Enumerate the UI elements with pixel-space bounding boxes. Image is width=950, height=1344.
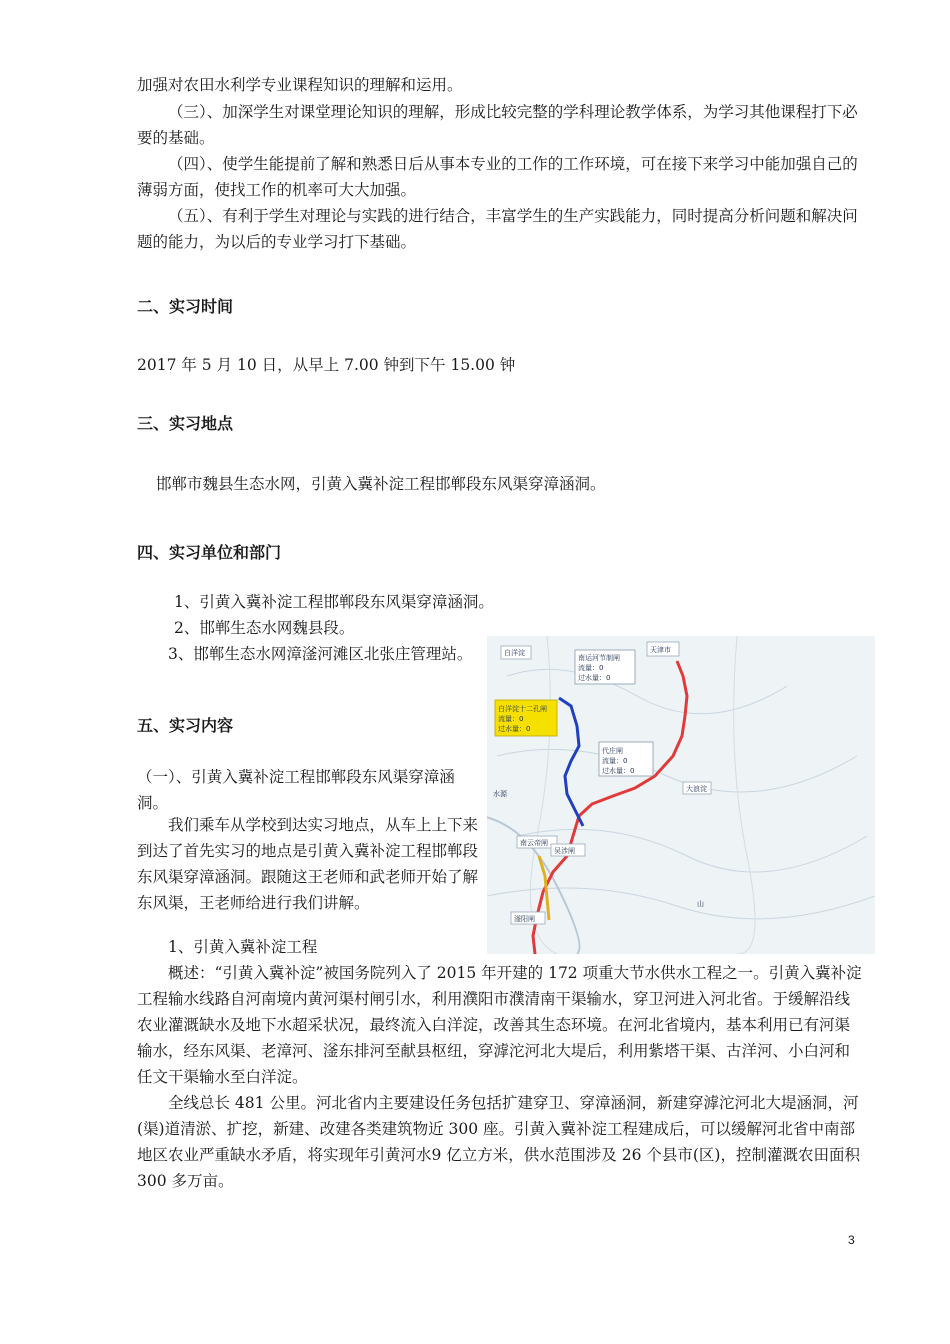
content-item-1: 1、引黄入冀补淀工程 bbox=[168, 938, 318, 956]
section-heading-units: 四、实习单位和部门 bbox=[137, 543, 282, 562]
map-label-tianjin: 天津市 bbox=[650, 646, 671, 654]
map-label-top-box-title: 南运河节制闸 bbox=[578, 654, 620, 662]
paragraph-3: （三）、加深学生对课堂理论知识的理解，形成比较完整的学科理论教学体系，为学习其他课程打下必要的基础。 bbox=[137, 103, 858, 147]
map-label-dalangdian: 大浪淀 bbox=[686, 785, 707, 793]
map-label-baiyangdian: 白洋淀 bbox=[504, 649, 525, 657]
map-label-nanyun: 南云帝闸 bbox=[520, 839, 548, 847]
section-location-body: 邯郸市魏县生态水网，引黄入冀补淀工程邯郸段东风渠穿漳涵洞。 bbox=[156, 475, 606, 493]
unit-item-2: 2、邯郸生态水网魏县段。 bbox=[174, 619, 355, 637]
map-label-shui: 水源 bbox=[493, 790, 507, 798]
route-map-image bbox=[487, 636, 875, 954]
map-label-top-box-l2: 过水量：0 bbox=[578, 674, 611, 682]
page-number: 3 bbox=[848, 1233, 855, 1247]
map-label-zhidian-l1: 流量：0 bbox=[498, 715, 524, 723]
map-label-shahe: 吴涉闸 bbox=[554, 847, 575, 855]
unit-item-1: 1、引黄入冀补淀工程邯郸段东风渠穿漳涵洞。 bbox=[174, 593, 494, 611]
section-heading-time: 二、实习时间 bbox=[137, 297, 234, 316]
route-map-svg bbox=[487, 636, 875, 954]
paragraph-5: （五）、有利于学生对理论与实践的进行结合，丰富学生的生产实践能力，同时提高分析问题和解决问题的能力，为以后的专业学习打下基础。 bbox=[137, 207, 858, 251]
unit-item-3: 3、邯郸生态水网漳滏河滩区北张庄管理站。 bbox=[168, 645, 473, 663]
map-label-mid-box-l2: 过水量：0 bbox=[602, 767, 635, 775]
map-label-mid-box-title: 代庄闸 bbox=[602, 747, 623, 755]
section-time-body: 2017 年 5 月 10 日，从早上 7.00 钟到下午 15.00 钟 bbox=[137, 356, 516, 374]
map-label-gate: 滏阳闸 bbox=[514, 915, 535, 923]
content-subheading-1: （一）、引黄入冀补淀工程邯郸段东风渠穿漳涵洞。 bbox=[137, 768, 455, 812]
map-label-zhidian-title: 白洋淀十二孔闸 bbox=[498, 705, 547, 713]
section-heading-location: 三、实习地点 bbox=[137, 414, 234, 433]
map-label-shan: 山 bbox=[697, 900, 704, 908]
map-label-zhidian-l2: 过水量：0 bbox=[498, 725, 531, 733]
paragraph-4: （四）、使学生能提前了解和熟悉日后从事本专业的工作的工作环境，可在接下来学习中能加强自己的薄弱方面，使找工作的机率可大大加强。 bbox=[137, 155, 858, 199]
length-paragraph: 全线总长 481 公里。河北省内主要建设任务包括扩建穿卫、穿漳涵洞，新建穿滹沱河北大堤涵洞，河(渠)道清淤、扩挖，新建、改建各类建筑物近 300 座。引黄入冀补淀工程建成后，可以缓解河北省中南部地区农业严重缺水矛盾，将实现年引黄河水9 亿立方米，供水范围涉及 26 个县市(区)，控制灌溉农田面积 300 多万亩。 bbox=[137, 1094, 860, 1190]
map-label-mid-box-l1: 流量：0 bbox=[602, 757, 628, 765]
map-label-top-box-l1: 流量：0 bbox=[578, 664, 604, 672]
content-intro-paragraph: 我们乘车从学校到达实习地点，从车上上下来到达了首先实习的地点是引黄入冀补淀工程邯郸段东风渠穿漳涵洞。跟随这王老师和武老师开始了解东风渠，王老师给进行我们讲解。 bbox=[137, 816, 479, 912]
section-heading-content: 五、实习内容 bbox=[137, 716, 234, 735]
paragraph-continued: 加强对农田水利学专业课程知识的理解和运用。 bbox=[137, 76, 463, 94]
overview-paragraph: 概述：“引黄入冀补淀”被国务院列入了 2015 年开建的 172 项重大节水供水工程之一。引黄入冀补淀工程输水线路自河南境内黄河渠村闸引水，利用濮阳市濮清南干渠输水，穿卫河进入河北省。于缓解沿线农业灌溉缺水及地下水超采状况，最终流入白洋淀，改善其生态环境。在河北省境内，基本利用已有河渠输水，经东风渠、老漳河、滏东排河至献县枢纽，穿滹沱河北大堤后，利用紫塔干渠、古洋河、小白河和任文干渠输水至白洋淀。 bbox=[137, 964, 862, 1086]
